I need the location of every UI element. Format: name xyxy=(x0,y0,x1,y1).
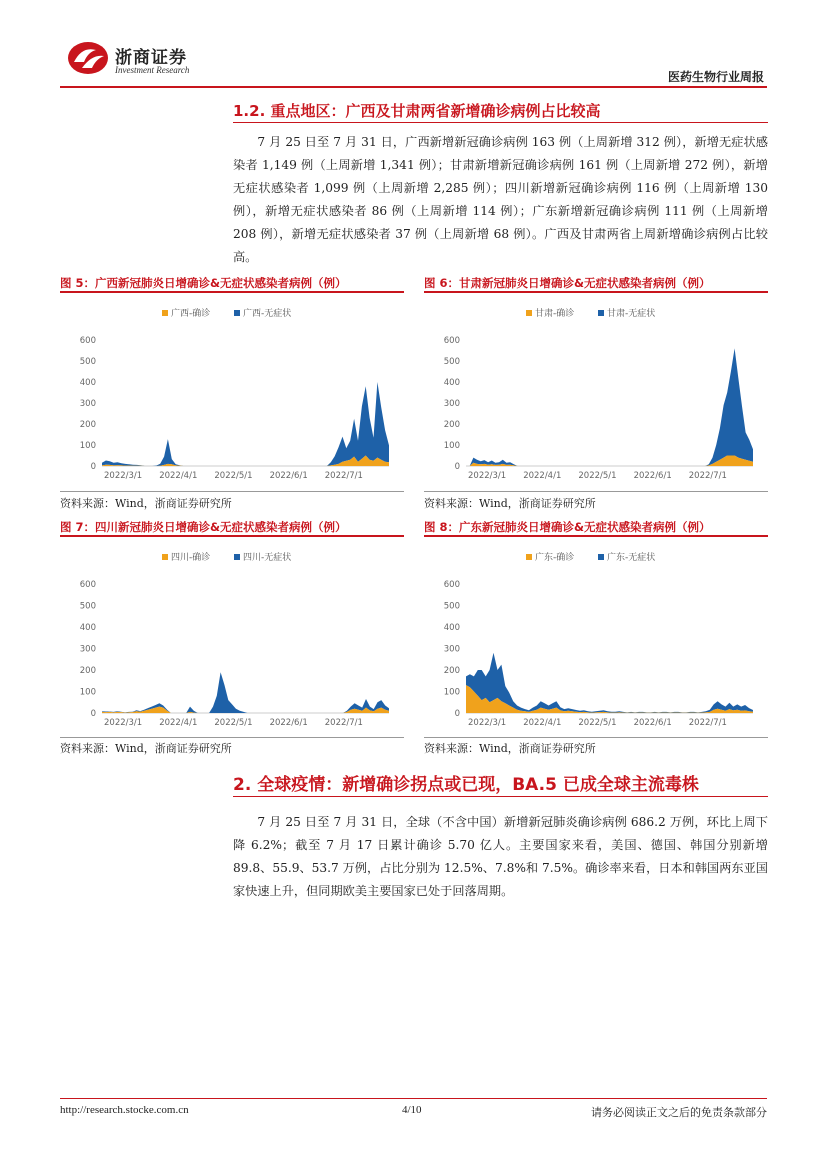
x-tick-label: 2022/3/1 xyxy=(468,718,507,728)
section-2-underline xyxy=(233,796,768,797)
figure-8-chart xyxy=(424,540,768,735)
legend-label-1: 甘肃-无症状 xyxy=(607,309,656,319)
y-tick-label: 0 xyxy=(90,709,96,719)
x-tick-label: 2022/4/1 xyxy=(523,471,562,481)
x-tick-label: 2022/7/1 xyxy=(324,471,363,481)
figure-5-bottom-rule xyxy=(60,491,404,492)
company-name-en: Investment Research xyxy=(115,65,190,75)
x-tick-label: 2022/4/1 xyxy=(523,718,562,728)
y-tick-label: 400 xyxy=(443,623,460,633)
section-1-2-title: 1.2. 重点地区：广西及甘肃两省新增确诊病例占比较高 xyxy=(233,102,601,120)
figure-5-title: 图 5：广西新冠肺炎日增确诊&无症状感染者病例（例） xyxy=(60,276,347,290)
x-tick-label: 2022/5/1 xyxy=(214,471,253,481)
y-tick-label: 400 xyxy=(79,623,96,633)
x-tick-label: 2022/3/1 xyxy=(104,718,143,728)
legend-swatch-0 xyxy=(526,554,532,560)
y-tick-label: 500 xyxy=(79,601,96,612)
y-tick-label: 300 xyxy=(79,399,96,409)
section-1-2-underline xyxy=(233,122,768,123)
legend-label-0: 甘肃-确诊 xyxy=(535,309,575,319)
x-tick-label: 2022/3/1 xyxy=(104,471,143,481)
header-divider xyxy=(60,86,767,88)
figure-6-top-rule xyxy=(424,291,768,293)
footer-divider xyxy=(60,1098,767,1099)
legend-swatch-0 xyxy=(162,554,168,560)
legend-label-1: 广东-无症状 xyxy=(607,553,656,563)
area-series-四川-无症状 xyxy=(102,672,389,713)
y-tick-label: 500 xyxy=(443,601,460,612)
y-tick-label: 200 xyxy=(443,420,460,430)
footer-url[interactable]: http://research.stocke.com.cn xyxy=(60,1104,189,1116)
figure-5-source: 资料来源：Wind，浙商证券研究所 xyxy=(60,497,232,510)
x-tick-label: 2022/7/1 xyxy=(324,718,363,728)
legend-swatch-1 xyxy=(598,554,604,560)
figure-8-top-rule xyxy=(424,535,768,537)
figure-7-bottom-rule xyxy=(60,737,404,738)
y-tick-label: 200 xyxy=(79,420,96,430)
y-tick-label: 100 xyxy=(79,441,96,451)
x-tick-label: 2022/6/1 xyxy=(633,718,672,728)
figure-8-bottom-rule xyxy=(424,737,768,738)
area-series-甘肃-无症状 xyxy=(466,348,753,466)
x-tick-label: 2022/4/1 xyxy=(159,471,198,481)
legend-label-1: 四川-无症状 xyxy=(243,553,292,563)
y-tick-label: 0 xyxy=(454,709,460,719)
y-tick-label: 400 xyxy=(79,378,96,388)
legend-swatch-1 xyxy=(234,310,240,316)
figure-7-source: 资料来源：Wind，浙商证券研究所 xyxy=(60,742,232,755)
x-tick-label: 2022/5/1 xyxy=(578,718,617,728)
y-tick-label: 400 xyxy=(443,378,460,388)
y-tick-label: 0 xyxy=(90,462,96,472)
x-tick-label: 2022/3/1 xyxy=(468,471,507,481)
figure-7-chart xyxy=(60,540,404,735)
y-tick-label: 600 xyxy=(443,336,460,346)
section-1-2-paragraph: 7 月 25 日至 7 月 31 日，广西新增新冠确诊病例 163 例（上周新增 312 例），新增无症状感染者 1,149 例（上周新增 1,341 例）；甘肃新增新冠确诊病例 161 例（上周新增 272 例），新增无症状感染者 1,099 例（上周新增 2,285 例）；四川新增新冠确诊病例 116 例（上周新增 130 例），新增无症状感染者 86 例（上周新增 114 例）；广东新增新冠确诊病例 111 例（上周新增 208 例），新增无症状感染者 37 例（上周新增 68 例）。广西及甘肃两省上周新增确诊病例占比较高。 xyxy=(233,135,768,264)
legend-label-0: 四川-确诊 xyxy=(171,553,211,563)
y-tick-label: 600 xyxy=(443,580,460,590)
x-tick-label: 2022/4/1 xyxy=(159,718,198,728)
figure-6-chart xyxy=(424,296,768,488)
figure-8-title: 图 8：广东新冠肺炎日增确诊&无症状感染者病例（例） xyxy=(424,520,711,534)
x-tick-label: 2022/7/1 xyxy=(688,471,727,481)
legend-swatch-1 xyxy=(234,554,240,560)
x-tick-label: 2022/5/1 xyxy=(214,718,253,728)
footer-disclaimer-note: 请务必阅读正文之后的免责条款部分 xyxy=(591,1106,767,1119)
x-tick-label: 2022/6/1 xyxy=(269,718,308,728)
area-series-广西-无症状 xyxy=(102,382,389,466)
figure-7-title: 图 7：四川新冠肺炎日增确诊&无症状感染者病例（例） xyxy=(60,520,347,534)
y-tick-label: 200 xyxy=(443,666,460,676)
section-2-title: 2. 全球疫情：新增确诊拐点或已现，BA.5 已成全球主流毒株 xyxy=(233,775,699,795)
y-tick-label: 500 xyxy=(79,357,96,367)
y-tick-label: 300 xyxy=(443,644,460,655)
legend-label-1: 广西-无症状 xyxy=(243,309,292,319)
y-tick-label: 100 xyxy=(443,441,460,451)
figure-5-chart xyxy=(60,296,404,488)
page-number: 4/10 xyxy=(402,1104,422,1116)
legend-swatch-1 xyxy=(598,310,604,316)
company-logo xyxy=(66,40,110,76)
x-tick-label: 2022/6/1 xyxy=(269,471,308,481)
y-tick-label: 300 xyxy=(443,399,460,409)
y-tick-label: 300 xyxy=(79,644,96,655)
y-tick-label: 200 xyxy=(79,666,96,676)
figure-6-source: 资料来源：Wind，浙商证券研究所 xyxy=(424,497,596,510)
y-tick-label: 100 xyxy=(443,687,460,698)
legend-label-0: 广东-确诊 xyxy=(535,553,575,563)
y-tick-label: 500 xyxy=(443,357,460,367)
y-tick-label: 0 xyxy=(454,462,460,472)
company-name-cn: 浙商证券 xyxy=(115,48,187,68)
x-tick-label: 2022/5/1 xyxy=(578,471,617,481)
area-series-广东-无症状 xyxy=(466,653,753,713)
report-type: 医药生物行业周报 xyxy=(667,70,764,84)
x-tick-label: 2022/7/1 xyxy=(688,718,727,728)
y-tick-label: 600 xyxy=(79,580,96,590)
y-tick-label: 100 xyxy=(79,687,96,698)
figure-6-title: 图 6：甘肃新冠肺炎日增确诊&无症状感染者病例（例） xyxy=(424,276,711,290)
figure-7-top-rule xyxy=(60,535,404,537)
legend-swatch-0 xyxy=(526,310,532,316)
legend-swatch-0 xyxy=(162,310,168,316)
legend-label-0: 广西-确诊 xyxy=(171,309,211,319)
figure-8-source: 资料来源：Wind，浙商证券研究所 xyxy=(424,742,596,755)
section-2-paragraph: 7 月 25 日至 7 月 31 日，全球（不含中国）新增新冠肺炎确诊病例 686.2 万例，环比上周下降 6.2%；截至 7 月 17 日累计确诊 5.70 亿人。主要国家来看，美国、德国、韩国分别新增 89.8、55.9、53.7 万例，占比分别为 12.5%、7.8%和 7.5%。确诊率来看，日本和韩国两东亚国家快速上升，但同期欧美主要国家已处于回落周期。 xyxy=(233,815,768,898)
figure-6-bottom-rule xyxy=(424,491,768,492)
x-tick-label: 2022/6/1 xyxy=(633,471,672,481)
figure-5-top-rule xyxy=(60,291,404,293)
y-tick-label: 600 xyxy=(79,336,96,346)
